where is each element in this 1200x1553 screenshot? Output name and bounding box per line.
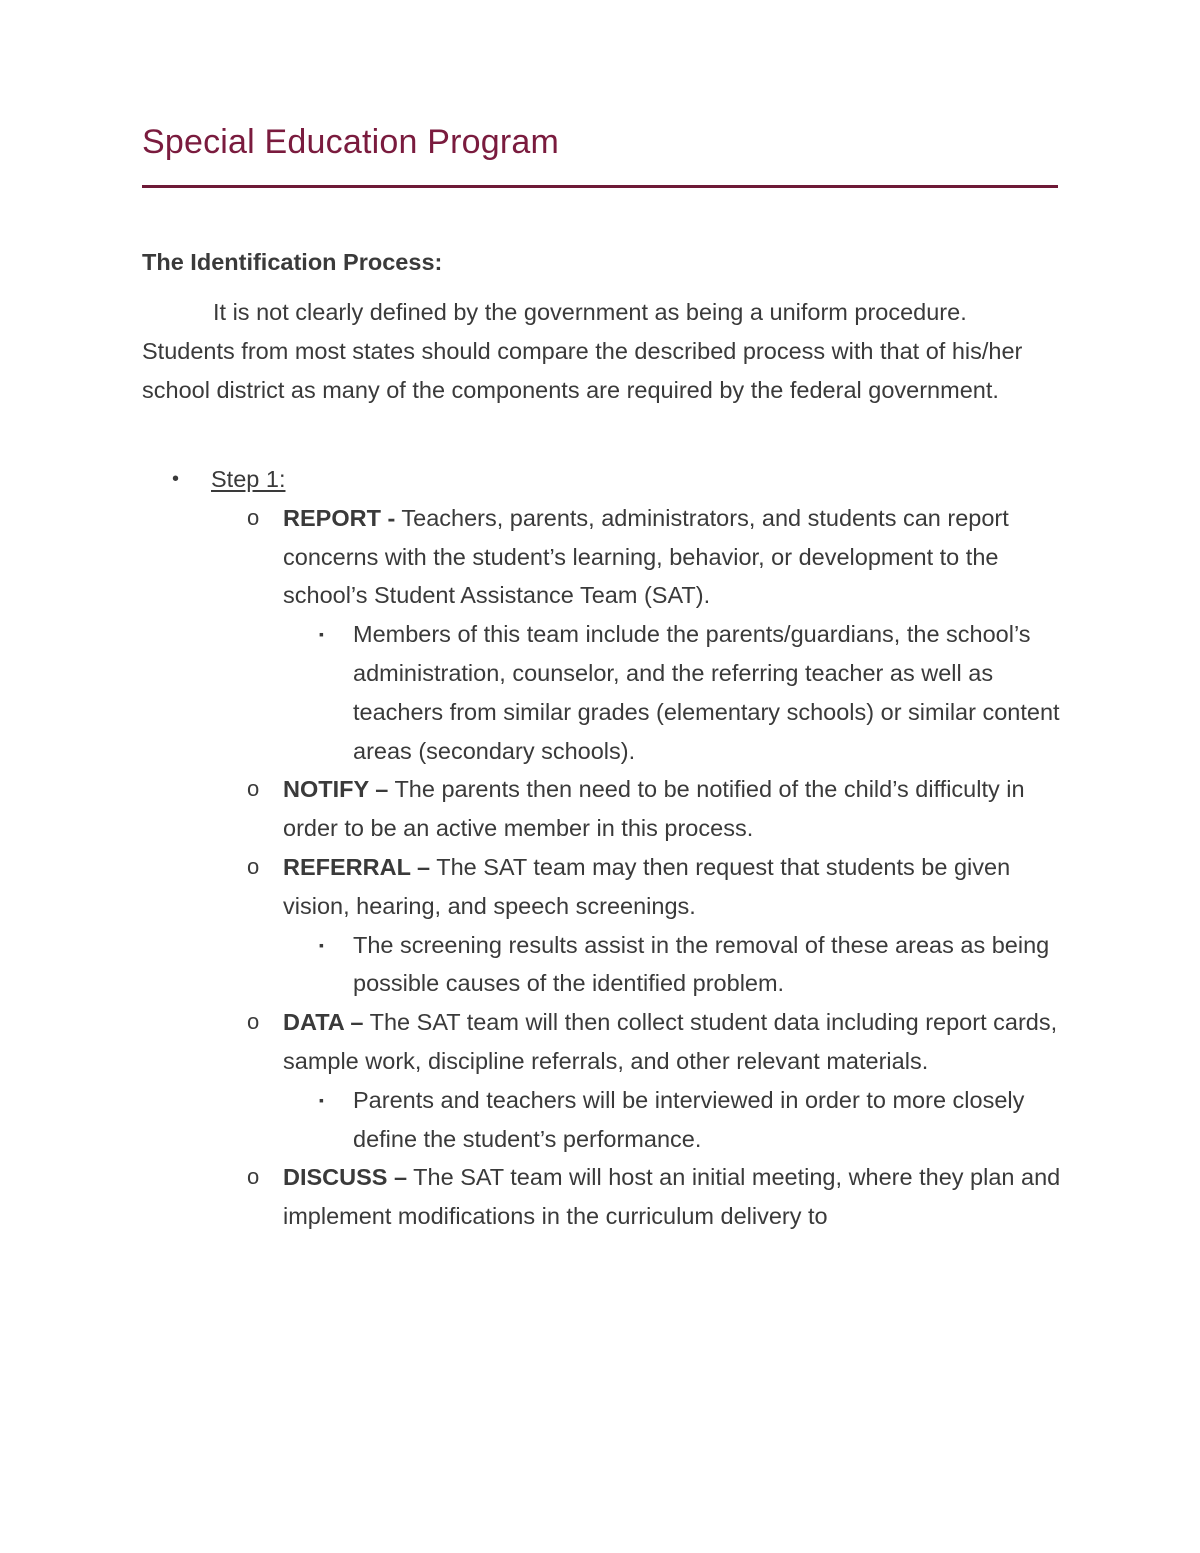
item-term: NOTIFY – xyxy=(283,776,389,803)
intro-paragraph: It is not clearly defined by the government as being a uniform procedure. Students from most states should compare the described process with that of his/her school district as many of the components are required by the federal government. xyxy=(142,299,1023,403)
square-bullet-marker: ▪ xyxy=(319,936,324,953)
item-term: REPORT - xyxy=(283,504,396,531)
bullet-marker: • xyxy=(172,468,180,490)
circle-bullet-marker: o xyxy=(247,1009,260,1035)
document-title: Special Education Program xyxy=(142,123,560,161)
list-subitem-interviews xyxy=(0,1081,1063,1159)
list-subitem-screening-results xyxy=(0,926,1063,1004)
item-text: The SAT team will then collect student data including report cards, sample work, discipline referrals, and other relevant materials. xyxy=(283,1009,1058,1074)
list-item-report xyxy=(0,499,1063,615)
item-text: Teachers, parents, administrators, and students can report concerns with the student’s learning, behavior, or development to the school’s Student Assistance Team (SAT). xyxy=(283,504,1009,609)
steps-list xyxy=(0,460,1200,1236)
title-underline-rule xyxy=(142,185,1058,188)
square-bullet-marker: ▪ xyxy=(319,1091,324,1108)
list-item-data xyxy=(0,1003,1063,1081)
subitem-text: The screening results assist in the removal of these areas as being possible causes of the identified problem. xyxy=(353,931,1050,997)
list-item-notify xyxy=(0,770,1063,848)
subitem-text: Parents and teachers will be interviewed in order to more closely define the student’s performance. xyxy=(353,1086,1025,1152)
item-term: DISCUSS – xyxy=(283,1164,408,1191)
circle-bullet-marker: o xyxy=(247,504,260,530)
item-text: The SAT team will host an initial meeting, where they plan and implement modifications in the curriculum delivery to xyxy=(283,1164,1061,1230)
circle-bullet-marker: o xyxy=(247,1164,260,1190)
item-term: REFERRAL – xyxy=(283,853,431,880)
square-bullet-marker: ▪ xyxy=(319,626,324,643)
step-label: Step 1: xyxy=(211,466,286,492)
list-item-step-1 xyxy=(0,460,1071,499)
item-term: DATA – xyxy=(283,1009,364,1036)
item-text: The parents then need to be notified of the child’s difficulty in order to be an active member in this process. xyxy=(283,776,1025,842)
list-item-referral xyxy=(0,848,1063,926)
subitem-text: Members of this team include the parents/guardians, the school’s administration, counselor, and the referring teacher as well as teachers from similar grades (elementary schools) or similar content areas (secondary schools). xyxy=(353,621,1060,764)
section-heading: The Identification Process: xyxy=(142,249,443,275)
list-subitem-team-members xyxy=(0,615,1063,770)
list-item-discuss xyxy=(0,1158,1063,1236)
circle-bullet-marker: o xyxy=(247,853,260,879)
item-text: The SAT team may then request that students be given vision, hearing, and speech screenings. xyxy=(283,853,1011,919)
circle-bullet-marker: o xyxy=(247,776,260,802)
